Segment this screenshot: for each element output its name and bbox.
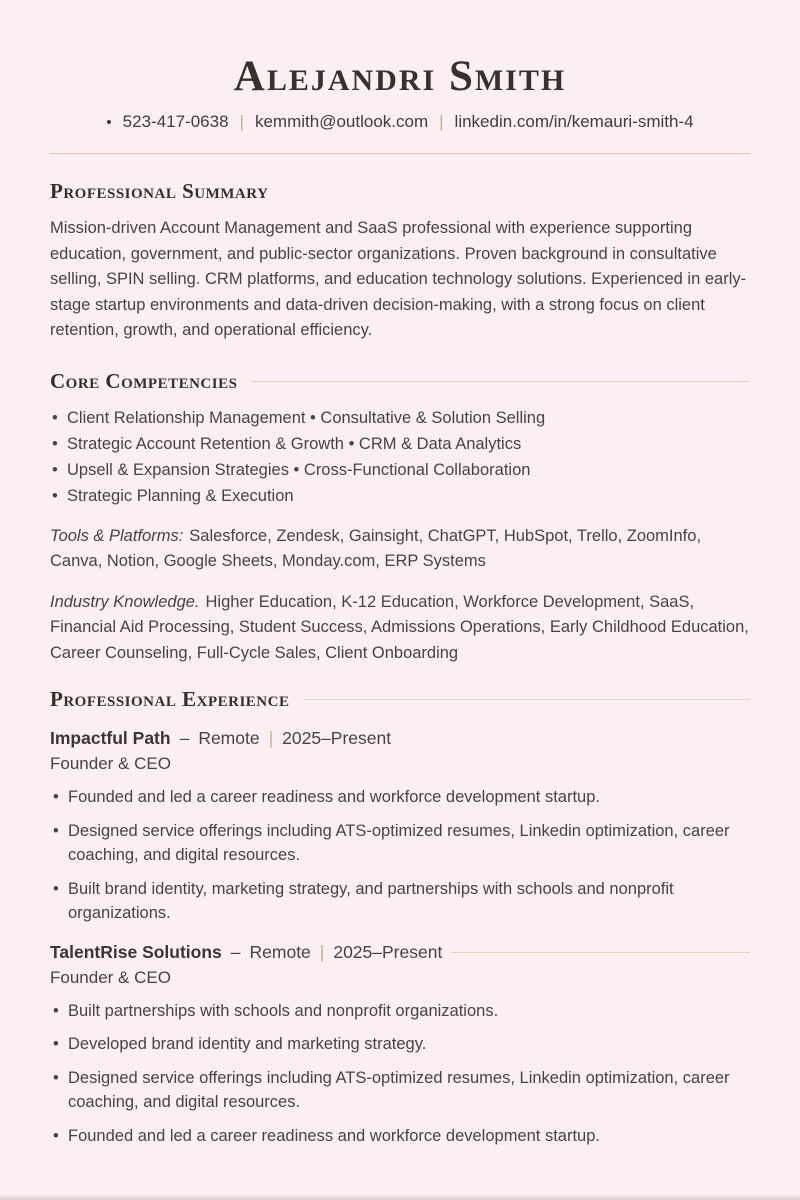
email-address: kemmith@outlook.com — [254, 112, 429, 132]
competency-item: • Strategic Account Retention & Growth • CRM & Data Analytics — [50, 431, 750, 457]
job-separator: | — [319, 941, 325, 962]
job-dates: 2025–Present — [282, 728, 392, 749]
job-entry — [50, 728, 750, 926]
competencies-title: Core Competencies — [50, 368, 238, 393]
tools-platforms-paragraph — [50, 524, 750, 575]
job-location: Remote — [198, 728, 260, 749]
linkedin-url: linkedin.com/in/kemauri-smith-4 — [454, 112, 694, 132]
job-dates: 2025–Present — [333, 941, 443, 962]
industry-knowledge-label: Industry Knowledge. — [50, 592, 200, 611]
job-bullet: • Built brand identity, marketing strategy, and partnerships with schools and nonprofit organizations. — [50, 877, 750, 926]
summary-paragraph: Mission-driven Account Management and SaaS professional with experience supporting education, government, and public-sector organizations. Proven background in consultative selling, SPIN selling. CRM platforms, and education technology solutions. Experienced in early-stage startup environments and data-driven decision-making, with a strong focus on client retention, growth, and operational efficiency. — [50, 219, 747, 340]
job-bullet-list — [50, 785, 750, 926]
summary-title: Professional Summary — [50, 179, 269, 204]
header-divider — [50, 153, 750, 154]
job-bullet: • Founded and led a career readiness and workforce development startup. — [50, 1124, 750, 1149]
job-bullet: • Developed brand identity and marketing strategy. — [50, 1032, 750, 1057]
company-location-dash: – — [230, 941, 241, 962]
tools-platforms-text: Salesforce, Zendesk, Gainsight, ChatGPT, HubSpot, Trello, ZoomInfo, Canva, Notion, Google Sheets, Monday.com, ERP Systems — [50, 526, 702, 571]
job-separator: | — [268, 728, 274, 749]
industry-knowledge-paragraph — [50, 590, 750, 667]
contact-separator: | — [239, 112, 244, 132]
section-core-competencies — [50, 369, 750, 667]
job-bullet: • Designed service offerings including ATS-optimized resumes, Linkedin optimization, career coaching, and digital resources. — [50, 819, 750, 868]
resume-header — [50, 0, 750, 154]
contact-line — [50, 112, 750, 132]
company-name: TalentRise Solutions — [50, 941, 222, 962]
contact-separator: | — [439, 112, 444, 132]
phone-number: 523-417-0638 — [122, 112, 229, 132]
contact-bullet-icon: • — [106, 113, 112, 131]
job-role: Founder & CEO — [50, 967, 171, 987]
competency-item: • Upsell & Expansion Strategies • Cross-Functional Collaboration — [50, 457, 750, 483]
section-professional-experience — [50, 687, 750, 1148]
job-role: Founder & CEO — [50, 754, 171, 774]
company-name: Impactful Path — [50, 728, 171, 749]
candidate-name: Alejandri Smith — [233, 53, 567, 100]
job-bullet-list — [50, 999, 750, 1149]
competency-item: • Strategic Planning & Execution — [50, 483, 750, 509]
heading-rule — [451, 952, 750, 953]
tools-platforms-label: Tools & Platforms: — [50, 526, 184, 545]
industry-knowledge-text: Higher Education, K-12 Education, Workforce Development, SaaS, Financial Aid Processing, Student Success, Admissions Operations, Early Childhood Education, Career Counseling, Full-Cycle Sales, Client Onboarding — [50, 592, 749, 662]
job-bullet: • Designed service offerings including ATS-optimized resumes, Linkedin optimization, career coaching, and digital resources. — [50, 1066, 750, 1115]
job-entry — [50, 942, 750, 1149]
heading-rule — [303, 699, 750, 700]
competencies-list — [50, 405, 750, 509]
job-bullet: • Built partnerships with schools and nonprofit organizations. — [50, 999, 750, 1024]
job-header — [50, 942, 750, 963]
section-heading — [50, 687, 750, 712]
section-professional-summary — [50, 179, 750, 344]
job-header — [50, 728, 750, 749]
section-heading — [50, 179, 750, 204]
experience-title: Professional Experience — [50, 687, 290, 712]
competency-item: • Client Relationship Management • Consultative & Solution Selling — [50, 405, 750, 431]
job-location: Remote — [249, 941, 311, 962]
heading-rule — [251, 381, 750, 382]
section-heading — [50, 369, 750, 394]
job-bullet: • Founded and led a career readiness and workforce development startup. — [50, 785, 750, 810]
company-location-dash: – — [179, 728, 190, 749]
